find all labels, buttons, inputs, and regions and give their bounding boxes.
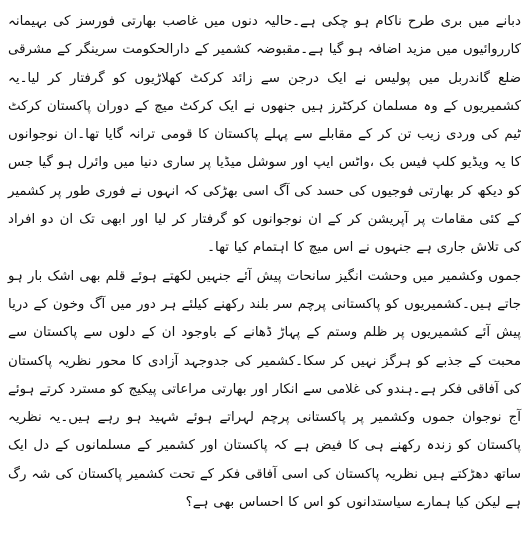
article-body <box>8 8 521 517</box>
article-paragraph-1: دبانے میں بری طرح ناکام ہو چکی ہے۔حالیہ دنوں میں غاصب بھارتی فورسز کی بہیمانہ کارروائیوں میں مزید اضافہ ہو گیا ہے۔مقبوضہ کشمیر کے دارالحکومت سرینگر کے مشرقی ضلع گاندربل میں پولیس نے ایک درجن سے زائد کرکٹ کھلاڑیوں کو گرفتار کر لیا۔یہ کشمیریوں کے وہ مسلمان کرکٹرز ہیں جنھوں نے ایک کرکٹ میچ کے دوران پاکستان کرکٹ ٹیم کی وردی زیب تن کر کے مقابلے سے پہلے پاکستان کا قومی ترانہ گایا تھا۔ان نوجوانوں کا یہ ویڈیو کلپ فیس بک ،واٹس ایپ اور سوشل میڈیا پر ساری دنیا میں وائرل ہو گیا جس کو دیکھ کر بھارتی فوجیوں کی حسد کی آگ اسی بھڑکی کہ انہوں نے فوری طور پر کشمیر کے کئی مقامات پر آپریشن کر کے ان نوجوانوں کو گرفتار کر لیا اور ابھی تک ان دو افراد کی تلاش جاری ہے جنہوں نے اس میچ کا اہتمام کیا تھا۔ <box>8 14 521 256</box>
article-paragraph-2: جموں وکشمیر میں وحشت انگیز سانحات پیش آئے جنہیں لکھتے ہوئے قلم بھی اشک بار ہو جاتے ہیں۔کشمیریوں کو پاکستانی پرچم سر بلند رکھنے کیلئے ہر دور میں آگ وخون کے دریا پیش آئے کشمیریوں پر ظلم وستم کے پہاڑ ڈھانے کے باوجود ان کے دلوں سے پاکستان سے محبت کے جذبے کو ہرگز نہیں کر سکا۔کشمیر کی جدوجہد آزادی کا محور نظریہ پاکستان کی آفاقی فکر ہے۔ہندو کی غلامی سے انکار اور بھارتی مراعاتی پیکیج کو مسترد کرتے ہوئے آج نوجوان جموں وکشمیر پر پاکستانی پرچم لہراتے ہوئے شہید ہو رہے ہیں۔یہ نظریہ پاکستان کو زندہ رکھنے ہی کا فیض ہے کہ پاکستان اور کشمیر کے مسلمانوں کے دل ایک ساتھ دھڑکتے ہیں نظریہ پاکستان کی اسی آفاقی فکر کے تحت کشمیر پاکستان کی شہ رگ ہے لیکن کیا ہمارے سیاستدانوں کو اس کا احساس بھی ہے؟ <box>8 268 521 511</box>
